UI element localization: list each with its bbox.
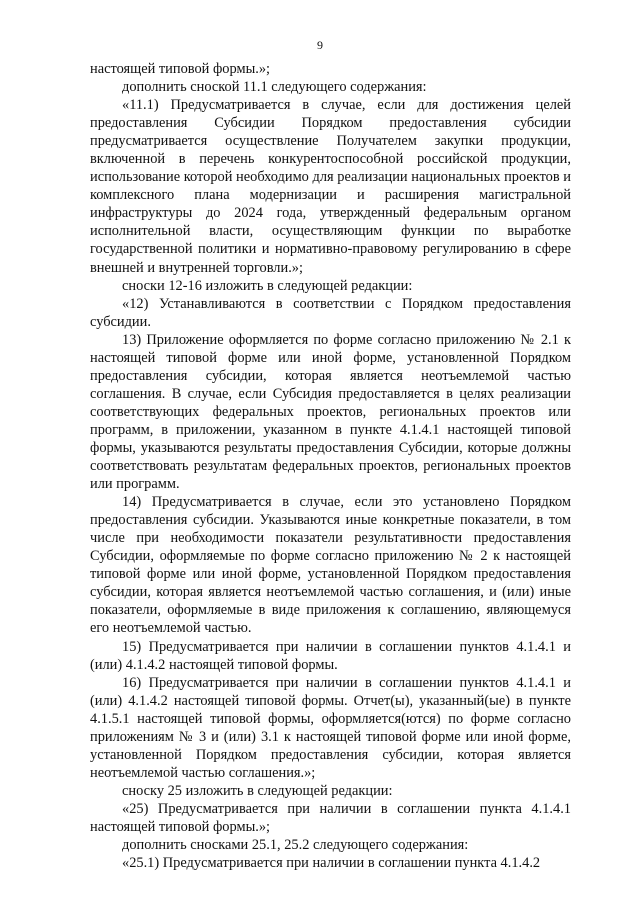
footnote-14-paragraph: 14) Предусматривается в случае, если это установлено Порядком предоставления субсидии. Указываются иные конкретные показатели, в том числе при необходимости показатели результативности предоставления Субсидии, оформляемые по форме согласно приложению № 2 к настоящей типовой форме или иной форме, установленной Порядком предоставления субсидии, которая является неотъемлемой частью соглашения, и (или) иные показатели, оформляемые в виде приложения к соглашению, являющемуся его неотъемлемой частью. <box>90 494 571 637</box>
paragraph: сноску 25 изложить в следующей редакции: <box>122 782 393 799</box>
footnote-11-1-paragraph: «11.1) Предусматривается в случае, если для достижения целей предоставления Субсидии Порядком предоставления субсидии предусматривается осуществление Получателем закупки продукции, включенной в перечень конкурентоспособной российской продукции, использование которой необходимо для реализации национальных проектов и комплексного плана модернизации и расширения магистральной инфраструктуры до 2024 года, утвержденный федеральным органом исполнительной власти, осуществляющим функции по выработке государственной политики и нормативно-правовому регулированию в сфере внешней и внутренней торговли.»; <box>90 97 571 276</box>
footnote-25-1-paragraph: «25.1) Предусматривается при наличии в соглашении пункта 4.1.4.2 <box>122 855 541 872</box>
paragraph: сноски 12-16 изложить в следующей редакции: <box>122 277 413 294</box>
document-body <box>90 60 571 872</box>
footnote-25-paragraph: «25) Предусматривается при наличии в соглашении пункта 4.1.4.1 настоящей типовой формы.»; <box>90 800 571 835</box>
paragraph: дополнить сносками 25.1, 25.2 следующего содержания: <box>122 837 469 854</box>
paragraph: дополнить сноской 11.1 следующего содержания: <box>122 79 427 96</box>
footnote-15-paragraph: 15) Предусматривается при наличии в соглашении пунктов 4.1.4.1 и (или) 4.1.4.2 настоящей типовой формы. <box>90 638 571 673</box>
paragraph: настоящей типовой формы.»; <box>90 61 271 77</box>
footnote-12-paragraph: «12) Устанавливаются в соответствии с Порядком предоставления субсидии. <box>90 295 571 330</box>
footnote-13-paragraph: 13) Приложение оформляется по форме согласно приложению № 2.1 к настоящей типовой форме или иной форме, установленной Порядком предоставления субсидии, которая является неотъемлемой частью соглашения. В случае, если Субсидия предоставляется в целях реализации соответствующих федеральных проектов, региональных проектов или программ, в приложении, указанном в пункте 4.1.4.1 настоящей типовой формы, указываются результаты предоставления Субсидии, которые должны соответствовать результатам федеральных проектов, региональных проектов или программ. <box>90 331 571 493</box>
page-number: 9 <box>317 38 323 52</box>
footnote-16-paragraph: 16) Предусматривается при наличии в соглашении пунктов 4.1.4.1 и (или) 4.1.4.2 настоящей типовой формы. Отчет(ы), указанный(ые) в пункте 4.1.5.1 настоящей типовой формы, оформляется(ются) по форме согласно приложениям № 3 и (или) 3.1 к настоящей типовой форме или иной форме, установленной Порядком предоставления субсидии, которая является неотъемлемой частью соглашения.»; <box>90 674 571 781</box>
